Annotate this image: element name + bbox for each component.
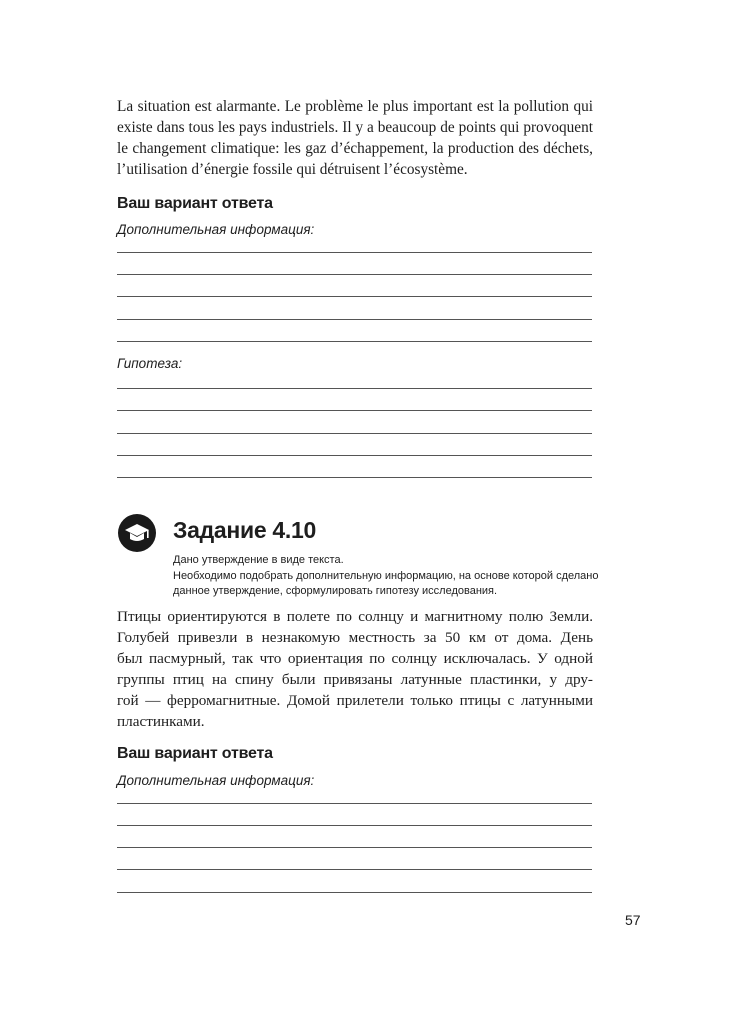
answer-heading: Ваш вариант ответа xyxy=(117,195,273,212)
text-line: Голубей привезли в незнакомую местность за 50 км от дома. День xyxy=(117,629,593,646)
paragraph-french xyxy=(117,96,593,180)
text-line: пластинками. xyxy=(117,713,205,730)
text-line: l’utilisation d’énergie fossile qui détruisent l’écosystème. xyxy=(117,161,468,178)
task-description xyxy=(173,553,603,600)
write-line[interactable] xyxy=(117,803,592,804)
write-line[interactable] xyxy=(117,296,592,297)
hypothesis-label: Гипотеза: xyxy=(117,356,183,371)
write-line[interactable] xyxy=(117,433,592,434)
paragraph-russian xyxy=(117,606,593,732)
text-line: группы птиц на спину были привязаны латунные пластинки, у дру- xyxy=(117,671,593,688)
info-label: Дополнительная информация: xyxy=(117,773,315,788)
text-line: existe dans tous les pays industriels. Il y a beaucoup de points qui provoquent xyxy=(117,119,593,136)
task-description-line: данное утверждение, сформулировать гипотезу исследования. xyxy=(173,585,498,597)
write-line[interactable] xyxy=(117,825,592,826)
graduation-cap-icon xyxy=(118,514,156,552)
write-line[interactable] xyxy=(117,274,592,275)
answer-heading: Ваш вариант ответа xyxy=(117,745,273,762)
task-description-line: Необходимо подобрать дополнительную информацию, на основе которой сделано xyxy=(173,569,599,582)
text-line: La situation est alarmante. Le problème le plus important est la pollution qui xyxy=(117,98,593,115)
write-line[interactable] xyxy=(117,847,592,848)
write-line[interactable] xyxy=(117,410,592,411)
info-label: Дополнительная информация: xyxy=(117,222,315,237)
write-line[interactable] xyxy=(117,477,592,478)
task-description-line: Дано утверждение в виде текста. xyxy=(173,554,344,566)
write-line[interactable] xyxy=(117,341,592,342)
text-line: Птицы ориентируются в полете по солнцу и магнитному полю Земли. xyxy=(117,608,593,625)
task-title: Задание 4.10 xyxy=(173,517,316,543)
write-line[interactable] xyxy=(117,892,592,893)
write-line[interactable] xyxy=(117,319,592,320)
text-line: le changement climatique: les gaz d’échappement, la production des déchets, xyxy=(117,140,593,157)
write-line[interactable] xyxy=(117,869,592,870)
write-line[interactable] xyxy=(117,455,592,456)
write-line[interactable] xyxy=(117,252,592,253)
text-line: гой — ферромагнитные. Домой прилетели только птицы с латунными xyxy=(117,692,593,709)
write-line[interactable] xyxy=(117,388,592,389)
text-line: был пасмурный, так что ориентация по солнцу исключалась. У одной xyxy=(117,650,593,667)
page-number: 57 xyxy=(625,912,641,928)
